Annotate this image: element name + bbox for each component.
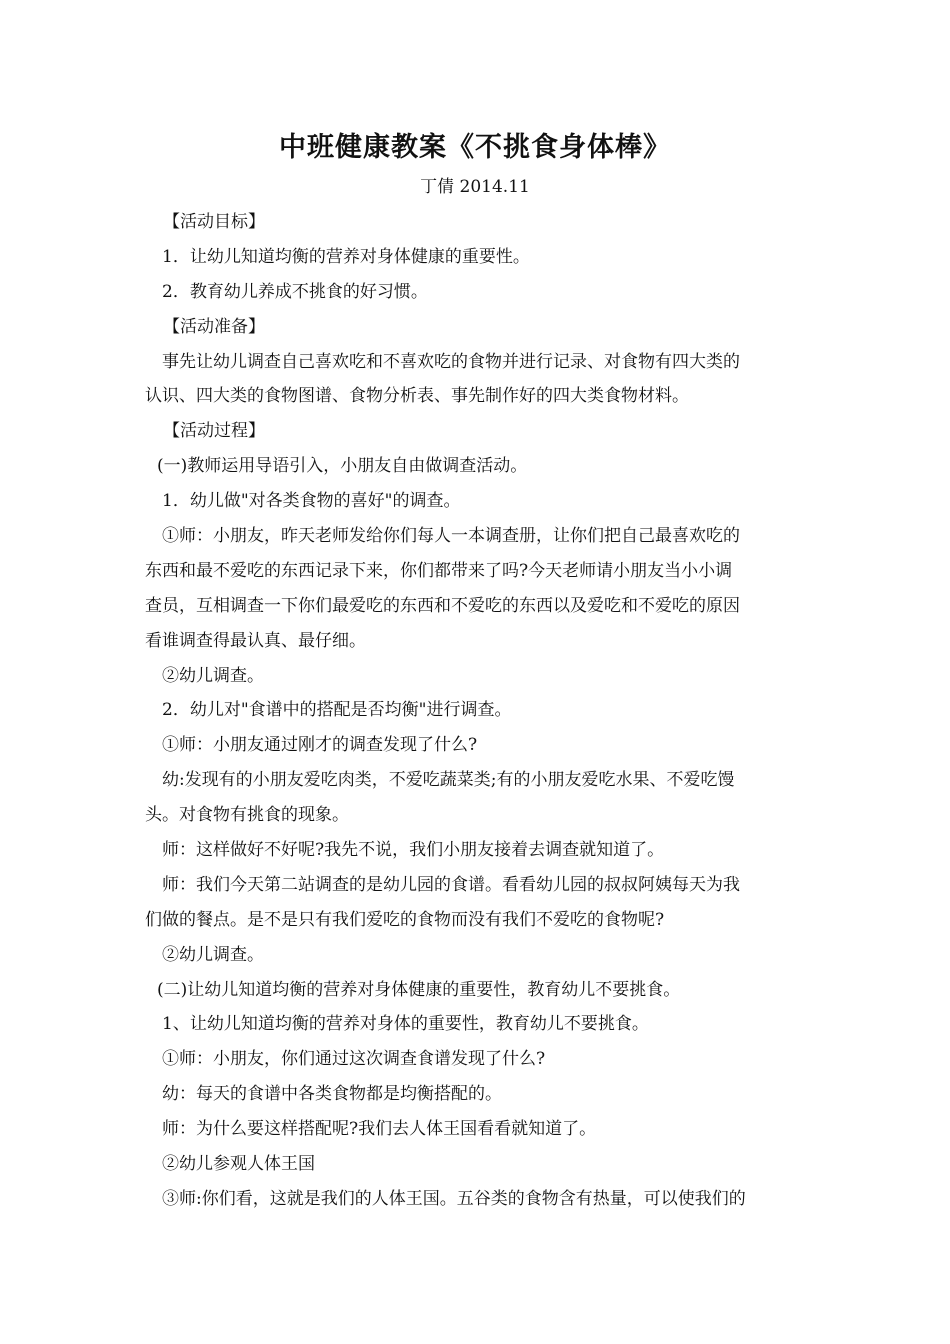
paragraph-line: ①师：小朋友通过刚才的调查发现了什么? xyxy=(162,735,478,756)
paragraph-line: ①师：小朋友，你们通过这次调查食谱发现了什么? xyxy=(162,1049,546,1070)
paragraph-line: 头。对食物有挑食的现象。 xyxy=(145,805,349,826)
paragraph-line: 认识、四大类的食物图谱、食物分析表、事先制作好的四大类食物材料。 xyxy=(145,386,689,407)
document-body xyxy=(145,205,815,1217)
paragraph-line: 1．幼儿做"对各类食物的喜好"的调查。 xyxy=(162,491,461,512)
section-heading-goals: 【活动目标】 xyxy=(163,212,265,232)
paragraph-line: 东西和最不爱吃的东西记录下来，你们都带来了吗?今天老师请小朋友当小小调 xyxy=(145,560,733,581)
section-heading-preparation: 【活动准备】 xyxy=(163,316,265,337)
paragraph-line: (二)让幼儿知道均衡的营养对身体健康的重要性，教育幼儿不要挑食。 xyxy=(157,979,681,1000)
paragraph-line: ①师：小朋友，昨天老师发给你们每人一本调查册，让你们把自己最喜欢吃的 xyxy=(162,526,740,547)
paragraph-line: ②幼儿参观人体王国 xyxy=(162,1154,315,1175)
paragraph-line: 幼:发现有的小朋友爱吃肉类，不爱吃蔬菜类;有的小朋友爱吃水果、不爱吃馒 xyxy=(162,770,735,791)
paragraph-line: 2．教育幼儿养成不挑食的好习惯。 xyxy=(162,281,428,302)
paragraph-line: ②幼儿调查。 xyxy=(162,944,264,965)
paragraph-line: 们做的餐点。是不是只有我们爱吃的食物而没有我们不爱吃的食物呢? xyxy=(145,909,665,930)
paragraph-line: 师：我们今天第二站调查的是幼儿园的食谱。看看幼儿园的叔叔阿姨每天为我 xyxy=(162,874,740,895)
paragraph-line: 师：为什么要这样搭配呢?我们去人体王国看看就知道了。 xyxy=(162,1119,597,1140)
page-title: 中班健康教案《不挑食身体棒》 xyxy=(279,132,671,163)
paragraph-line: 幼：每天的食谱中各类食物都是均衡搭配的。 xyxy=(162,1084,502,1105)
paragraph-line: 1．让幼儿知道均衡的营养对身体健康的重要性。 xyxy=(162,246,530,267)
paragraph-line: 师：这样做好不好呢?我先不说，我们小朋友接着去调查就知道了。 xyxy=(162,840,665,861)
author-line: 丁倩 2014.11 xyxy=(420,177,530,197)
paragraph-line: 1、让幼儿知道均衡的营养对身体的重要性，教育幼儿不要挑食。 xyxy=(162,1014,649,1035)
section-heading-process: 【活动过程】 xyxy=(163,421,265,442)
paragraph-line: 2．幼儿对"食谱中的搭配是否均衡"进行调查。 xyxy=(162,700,512,721)
paragraph-line: 事先让幼儿调查自己喜欢吃和不喜欢吃的食物并进行记录、对食物有四大类的 xyxy=(162,351,740,372)
paragraph-line: 看谁调查得最认真、最仔细。 xyxy=(145,630,366,651)
paragraph-line: (一)教师运用导语引入，小朋友自由做调查活动。 xyxy=(157,456,528,477)
paragraph-line: ③师:你们看，这就是我们的人体王国。五谷类的食物含有热量，可以使我们的 xyxy=(162,1188,746,1209)
paragraph-line: 查员，互相调查一下你们最爱吃的东西和不爱吃的东西以及爱吃和不爱吃的原因 xyxy=(145,595,740,616)
paragraph-line: ②幼儿调查。 xyxy=(162,665,264,686)
